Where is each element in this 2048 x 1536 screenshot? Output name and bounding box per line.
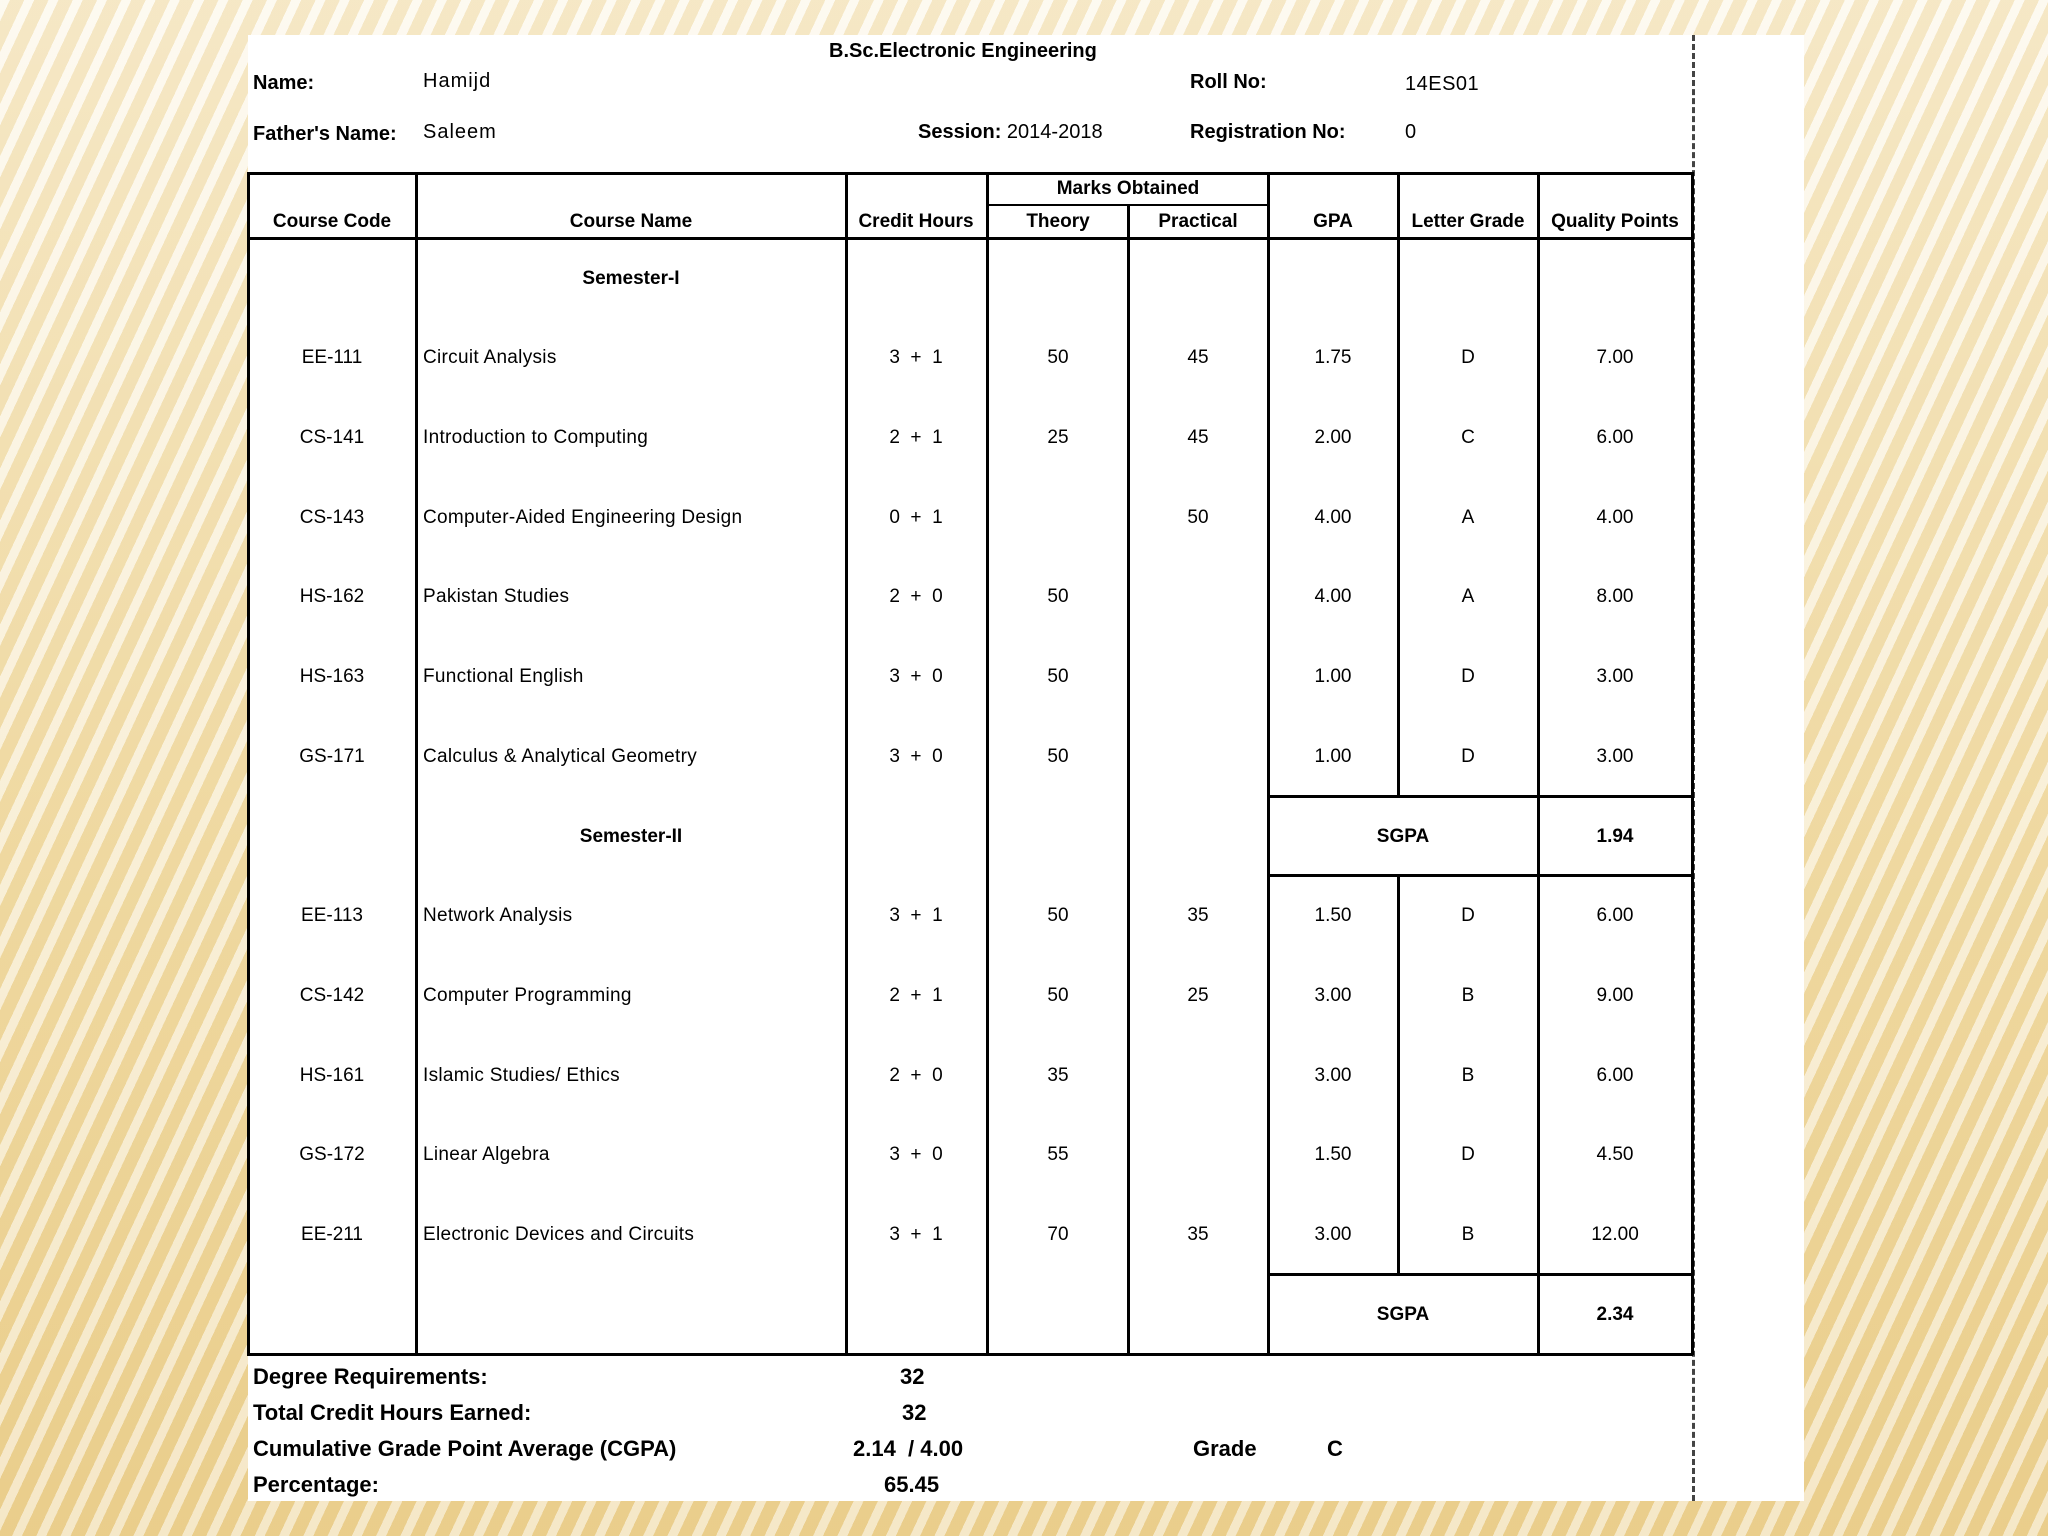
quality-points: 4.00 — [1596, 506, 1634, 528]
credit-hours: 2 + 1 — [889, 426, 943, 448]
percentage-label: Percentage: — [253, 1472, 379, 1497]
course-code: GS-172 — [299, 1144, 365, 1166]
quality-points: 8.00 — [1596, 586, 1634, 608]
theory-marks: 35 — [1047, 1064, 1069, 1086]
letter-grade: D — [1461, 905, 1475, 926]
gpa: 1.75 — [1314, 347, 1352, 368]
gpa: 1.50 — [1314, 905, 1352, 926]
credit-hours: 2 + 1 — [889, 984, 943, 1006]
table-grid-line — [247, 1353, 1693, 1356]
name-label: Name: — [253, 72, 315, 94]
table-grid-line — [1268, 1273, 1692, 1276]
session-field — [918, 121, 1103, 144]
letter-grade: A — [1461, 506, 1475, 528]
course-name-header: Course Name — [569, 211, 693, 232]
letter-grade-header: Letter Grade — [1411, 211, 1525, 232]
gpa: 3.00 — [1314, 1064, 1352, 1086]
practical-marks: 35 — [1187, 905, 1209, 926]
letter-grade: A — [1461, 586, 1475, 608]
course-name: Computer Programming — [423, 984, 632, 1006]
practical-marks: 45 — [1187, 426, 1209, 448]
registration-value: 0 — [1405, 121, 1418, 143]
credit-hours-earned-value: 32 — [902, 1400, 927, 1425]
table-grid-line — [247, 172, 1693, 175]
letter-grade: C — [1461, 426, 1475, 448]
course-name: Pakistan Studies — [423, 586, 570, 608]
father-name-label: Father's Name: — [253, 123, 397, 145]
practical-header: Practical — [1158, 211, 1238, 232]
letter-grade: B — [1461, 984, 1475, 1006]
course-name: Circuit Analysis — [423, 347, 557, 368]
table-grid-line — [247, 237, 1693, 240]
sgpa-value: 2.34 — [1596, 1304, 1634, 1325]
course-name: Network Analysis — [423, 905, 573, 926]
credit-hours: 0 + 1 — [889, 506, 943, 528]
transcript-sheet — [248, 35, 1804, 1501]
letter-grade: D — [1461, 666, 1475, 688]
quality-points: 7.00 — [1596, 347, 1634, 368]
course-name: Islamic Studies/ Ethics — [423, 1064, 620, 1086]
theory-marks: 50 — [1047, 666, 1069, 688]
sgpa-value: 1.94 — [1596, 826, 1634, 847]
session-value: 2014-2018 — [1006, 121, 1103, 143]
table-grid-line — [1397, 172, 1400, 795]
letter-grade: B — [1461, 1064, 1475, 1086]
course-name: Computer-Aided Engineering Design — [423, 506, 743, 528]
theory-marks: 50 — [1047, 347, 1069, 368]
grade-value: C — [1327, 1436, 1343, 1461]
practical-marks: 50 — [1187, 506, 1209, 528]
gpa: 3.00 — [1314, 1224, 1352, 1246]
gpa: 1.00 — [1314, 666, 1352, 688]
grade-label: Grade — [1193, 1436, 1257, 1461]
registration-label: Registration No: — [1190, 121, 1346, 143]
gpa: 1.00 — [1314, 746, 1352, 767]
table-grid-line — [1268, 795, 1692, 798]
credit-hours: 3 + 1 — [889, 347, 943, 368]
course-name: Electronic Devices and Circuits — [423, 1224, 695, 1246]
theory-marks: 70 — [1047, 1224, 1069, 1246]
gpa: 4.00 — [1314, 586, 1352, 608]
credit-hours: 2 + 0 — [889, 1064, 943, 1086]
session-label: Session: — [918, 121, 1002, 143]
quality-points: 6.00 — [1596, 426, 1634, 448]
gpa: 1.50 — [1314, 1144, 1352, 1166]
credit-hours: 3 + 0 — [889, 666, 943, 688]
quality-points: 6.00 — [1596, 1064, 1634, 1086]
theory-header: Theory — [1026, 211, 1090, 232]
sgpa-label: SGPA — [1376, 1304, 1430, 1325]
theory-marks: 50 — [1047, 905, 1069, 926]
document-title: B.Sc.Electronic Engineering — [829, 40, 1097, 62]
credit-hours: 3 + 1 — [889, 905, 943, 926]
degree-requirements-value: 32 — [900, 1364, 925, 1389]
course-code: EE-111 — [301, 347, 363, 368]
roll-label: Roll No: — [1190, 71, 1267, 93]
quality-points: 9.00 — [1596, 984, 1634, 1006]
practical-marks: 35 — [1187, 1224, 1209, 1246]
quality-points: 12.00 — [1591, 1224, 1639, 1246]
cgpa-value: 2.14 / 4.00 — [853, 1436, 964, 1461]
semester-title: Semester-I — [582, 268, 680, 289]
letter-grade: D — [1461, 1144, 1475, 1166]
course-code: HS-161 — [299, 1064, 365, 1086]
course-name: Introduction to Computing — [423, 426, 649, 448]
course-code: EE-211 — [301, 1224, 363, 1246]
roll-value: 14ES01 — [1405, 73, 1480, 95]
course-name: Linear Algebra — [423, 1144, 550, 1166]
credit-hours-header: Credit Hours — [858, 211, 974, 232]
course-code: CS-143 — [299, 506, 365, 528]
practical-marks: 25 — [1187, 984, 1209, 1006]
quality-points-header: Quality Points — [1551, 211, 1679, 232]
course-code: CS-142 — [299, 984, 365, 1006]
theory-marks: 50 — [1047, 586, 1069, 608]
quality-points: 3.00 — [1596, 746, 1634, 767]
sgpa-label: SGPA — [1376, 826, 1430, 847]
course-code: HS-163 — [299, 666, 365, 688]
credit-hours: 2 + 0 — [889, 586, 943, 608]
quality-points: 3.00 — [1596, 666, 1634, 688]
gpa: 4.00 — [1314, 506, 1352, 528]
degree-requirements-label: Degree Requirements: — [253, 1364, 488, 1389]
semester-title: Semester-II — [579, 826, 683, 847]
credit-hours: 3 + 0 — [889, 1144, 943, 1166]
theory-marks: 50 — [1047, 984, 1069, 1006]
course-name: Calculus & Analytical Geometry — [423, 746, 698, 767]
table-grid-line — [1127, 204, 1130, 1355]
father-name-value: Saleem — [423, 121, 497, 143]
practical-marks: 45 — [1187, 347, 1209, 368]
credit-hours: 3 + 1 — [889, 1224, 943, 1246]
theory-marks: 55 — [1047, 1144, 1069, 1166]
credit-hours-earned-label: Total Credit Hours Earned: — [253, 1400, 532, 1425]
marks-obtained-header: Marks Obtained — [1056, 178, 1200, 199]
course-code-header: Course Code — [272, 211, 392, 232]
quality-points: 4.50 — [1596, 1144, 1634, 1166]
name-value: Hamijd — [423, 70, 492, 92]
theory-marks: 25 — [1047, 426, 1069, 448]
theory-marks: 50 — [1047, 746, 1069, 767]
course-code: HS-162 — [299, 586, 365, 608]
letter-grade: D — [1461, 746, 1475, 767]
gpa: 3.00 — [1314, 984, 1352, 1006]
letter-grade: B — [1461, 1224, 1475, 1246]
letter-grade: D — [1461, 347, 1475, 368]
cgpa-label: Cumulative Grade Point Average (CGPA) — [253, 1436, 677, 1461]
table-grid-line — [1268, 874, 1692, 877]
course-code: CS-141 — [299, 426, 365, 448]
percentage-value: 65.45 — [884, 1472, 940, 1497]
gpa: 2.00 — [1314, 426, 1352, 448]
course-code: GS-171 — [299, 746, 365, 767]
course-name: Functional English — [423, 666, 584, 688]
gpa-header: GPA — [1313, 211, 1353, 232]
credit-hours: 3 + 0 — [889, 746, 943, 767]
course-code: EE-113 — [301, 905, 363, 926]
quality-points: 6.00 — [1596, 905, 1634, 926]
